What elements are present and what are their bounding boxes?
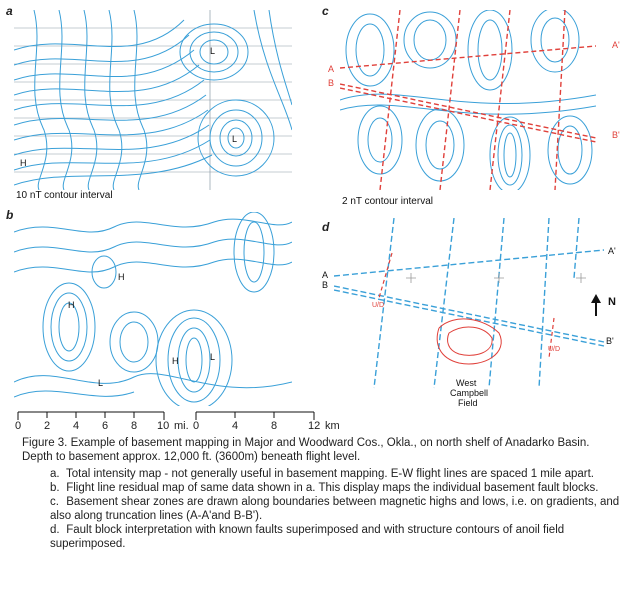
- caption-item-text: Fault block interpretation with known faults superimposed and with structure contours of anoil field superimposed.: [50, 524, 565, 550]
- caption-list: [22, 467, 622, 551]
- panel-a-letter: a: [6, 4, 13, 18]
- caption-item-text: Basement shear zones are drawn along boundaries between magnetic highs and lows, i.e. on gradients, and also along truncation lines (A-A'and B-B').: [50, 496, 620, 522]
- caption-item-tag: b.: [50, 482, 60, 494]
- panel-a-low-2: L: [232, 134, 238, 144]
- scale-mi-unit: mi.: [174, 420, 189, 432]
- panel-d-field-1: West: [456, 378, 477, 388]
- scale-mi-0: 0: [15, 420, 22, 432]
- panel-c-interval: 2 nT contour interval: [342, 196, 433, 207]
- caption-item: [50, 481, 622, 495]
- figure-caption: [22, 436, 622, 551]
- panel-a-low-1: L: [210, 46, 216, 56]
- scale-km-4: 4: [232, 420, 239, 432]
- panel-d-field-3: Field: [458, 398, 478, 408]
- panel-d-fault-label-1: U/D: [372, 302, 385, 309]
- scale-km-8: 8: [271, 420, 278, 432]
- panel-b-high-1: H: [68, 300, 75, 310]
- panel-b-low-1: L: [98, 378, 104, 388]
- caption-item-text: Flight line residual map of same data shown in a. This display maps the individual basement fault blocks.: [66, 482, 599, 494]
- scale-km-0: 0: [193, 420, 200, 432]
- panel-a-high: H: [20, 158, 27, 168]
- caption-item-tag: a.: [50, 468, 60, 480]
- scale-mi-4: 4: [73, 420, 80, 432]
- panel-c-map: [340, 10, 596, 190]
- panel-b-letter: b: [6, 208, 14, 222]
- panel-c-line-b: B: [328, 78, 335, 88]
- panel-a-map: [14, 10, 292, 190]
- scale-mi-8: 8: [131, 420, 138, 432]
- panel-d-line-a-prime: A': [608, 246, 616, 256]
- caption-title: Figure 3. Example of basement mapping in Major and Woodward Cos., Okla., on north shelf of Anadarko Basin. Depth to basement approx. 12,000 ft. (3600m) beneath flight level.: [22, 437, 590, 463]
- panel-c-line-a: A: [328, 64, 335, 74]
- panel-d-line-a: A: [322, 270, 329, 280]
- panel-a-interval: 10 nT contour interval: [16, 190, 113, 201]
- panel-d-letter: d: [322, 220, 330, 234]
- scale-bar: [14, 408, 344, 434]
- scale-mi-2: 2: [44, 420, 51, 432]
- panel-d-fault-label-2: U/D: [548, 346, 561, 353]
- caption-item: [50, 523, 622, 551]
- panel-d-north: N: [608, 296, 616, 308]
- panel-b-high-3: H: [118, 272, 125, 282]
- scale-mi-10: 10: [157, 420, 170, 432]
- scale-mi-6: 6: [102, 420, 109, 432]
- caption-item-tag: d.: [50, 524, 60, 536]
- caption-item-tag: c.: [50, 496, 59, 508]
- caption-item-text: Total intensity map - not generally useful in basement mapping. E-W flight lines are spaced 1 mile apart.: [66, 468, 594, 480]
- panel-c-letter: c: [322, 4, 329, 18]
- panel-b-map: [14, 212, 292, 406]
- panel-d-line-b: B: [322, 280, 329, 290]
- panel-b-low-2: L: [210, 352, 216, 362]
- caption-item: [50, 495, 622, 523]
- caption-item: [50, 467, 622, 481]
- panel-d-line-b-prime: B': [606, 336, 614, 346]
- panel-b-high-2: H: [172, 356, 179, 366]
- panel-d-field-2: Campbell: [450, 388, 489, 398]
- panel-c-line-b-prime: B': [612, 130, 620, 140]
- scale-km-12: 12: [308, 420, 321, 432]
- scale-km-unit: km: [325, 420, 340, 432]
- panel-c-line-a-prime: A': [612, 40, 620, 50]
